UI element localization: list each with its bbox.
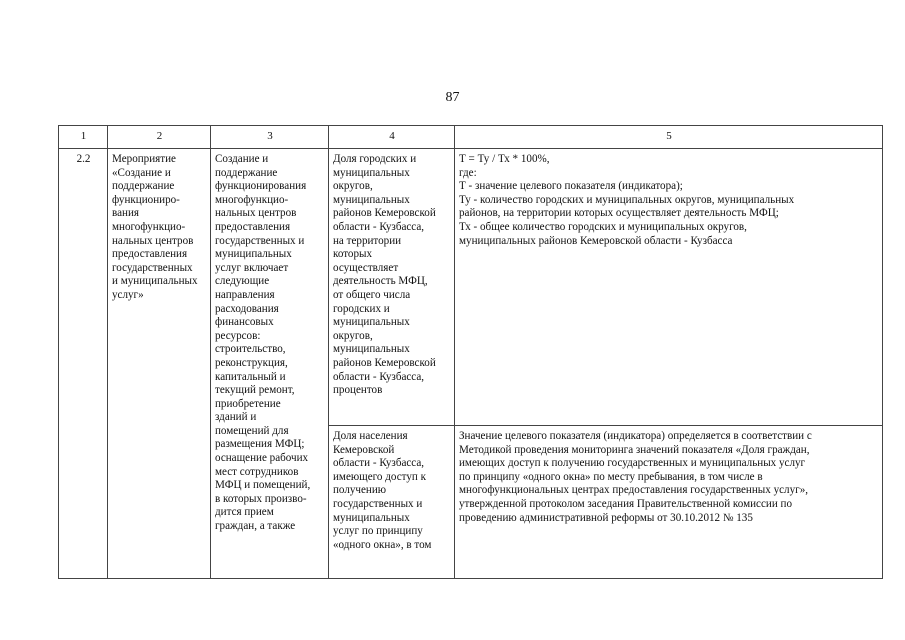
indicator-formula-cell <box>455 149 883 426</box>
text-line: «Создание и <box>112 166 171 179</box>
text-line: функциониро- <box>112 193 180 206</box>
text-line: утвержденной протоколом заседания Правительственной комиссии по <box>459 497 793 510</box>
text-line: имеющего доступ к <box>333 470 426 483</box>
text-line: реконструкция, <box>215 356 288 369</box>
table-row <box>59 149 883 426</box>
text-line: процентов <box>333 384 383 397</box>
text-line: размещения МФЦ; <box>215 438 305 451</box>
text-line: поддержание <box>215 166 278 179</box>
text-line: имеющих доступ к получению государственных и муниципальных услуг <box>459 457 806 470</box>
header-cell-5: 5 <box>455 126 883 149</box>
text-line: Т - значение целевого показателя (индикатора); <box>459 180 683 193</box>
text-line: Т = Ту / Тх * 100%, <box>459 153 550 165</box>
indicator-method-cell <box>455 426 883 579</box>
text-line: Создание и <box>215 153 269 165</box>
text-line: Значение целевого показателя (индикатора) определяется в соответствии с <box>459 430 812 442</box>
text-line: районов, на территории которых осуществляет деятельность МФЦ; <box>459 207 779 220</box>
text-line: области - Кузбасса, <box>333 457 425 470</box>
text-line: нальных центров <box>215 207 297 220</box>
text-line: приобретение <box>215 397 281 410</box>
text-line: районов Кемеровской <box>333 207 436 220</box>
text-line: проведению административной реформы от 30.10.2012 № 135 <box>459 511 753 524</box>
text-line: муниципальных <box>333 343 410 356</box>
text-line: Ту - количество городских и муниципальных округов, муниципальных <box>459 193 795 206</box>
text-line: следующие <box>215 275 270 288</box>
text-line: «одного окна», в том <box>333 538 432 551</box>
text-line: государственных и <box>333 497 423 510</box>
text-line: оснащение рабочих <box>215 452 309 465</box>
page-number: 87 <box>445 90 460 105</box>
text-line: области - Кузбасса, <box>333 220 425 233</box>
indicator-name-cell <box>329 426 455 579</box>
text-line: Доля населения <box>333 430 408 442</box>
text-line: Мероприятие <box>112 153 176 165</box>
text-line: осуществляет <box>333 261 399 274</box>
row-number: 2.2 <box>59 149 108 579</box>
text-line: граждан, а также <box>215 520 296 533</box>
text-line: государственных и <box>215 234 305 247</box>
measure-description-cell <box>211 149 329 579</box>
header-cell-3: 3 <box>211 126 329 149</box>
text-line: которых <box>333 248 373 261</box>
text-line: Доля городских и <box>333 153 417 165</box>
text-line: и муниципальных <box>112 275 198 288</box>
text-line: по принципу «одного окна» по месту пребывания, в том числе в <box>459 470 763 483</box>
text-line: многофункциональных центрах предоставления государственных услуг», <box>459 484 809 497</box>
header-cell-4: 4 <box>329 126 455 149</box>
text-line: на территории <box>333 234 402 247</box>
text-line: услуг по принципу <box>333 525 423 538</box>
text-line: нальных центров <box>112 234 194 247</box>
text-line: муниципальных <box>333 193 410 206</box>
text-line: округов, <box>333 329 373 342</box>
text-line: муниципальных <box>215 248 292 261</box>
text-line: предоставления <box>215 220 291 233</box>
text-line: ресурсов: <box>215 329 261 342</box>
text-line: деятельность МФЦ, <box>333 275 428 288</box>
text-line: зданий и <box>215 411 257 424</box>
text-line: области - Кузбасса, <box>333 370 425 383</box>
text-line: от общего числа <box>333 288 411 301</box>
text-line: государственных <box>112 261 193 274</box>
text-line: функционирования <box>215 180 307 193</box>
text-line: помещений для <box>215 424 289 437</box>
text-line: многофункцио- <box>112 220 186 233</box>
text-line: услуг включает <box>215 261 289 274</box>
text-line: в которых произво- <box>215 492 307 505</box>
text-line: округов, <box>333 180 373 193</box>
text-line: направления <box>215 288 275 301</box>
measure-name-cell <box>108 149 211 579</box>
text-line: услуг» <box>112 288 144 301</box>
text-line: дится прием <box>215 506 274 519</box>
text-line: расходования <box>215 302 279 315</box>
text-line: финансовых <box>215 316 274 329</box>
text-line: строительство, <box>215 343 286 356</box>
text-line: муниципальных <box>333 166 410 179</box>
text-line: муниципальных районов Кемеровской области - Кузбасса <box>459 234 733 247</box>
text-line: предоставления <box>112 248 188 261</box>
text-line: получению <box>333 484 387 497</box>
text-line: поддержание <box>112 180 175 193</box>
header-cell-2: 2 <box>108 126 211 149</box>
text-line: текущий ремонт, <box>215 384 295 397</box>
indicators-table <box>58 125 883 579</box>
text-line: муниципальных <box>333 316 410 329</box>
text-line: мест сотрудников <box>215 465 299 478</box>
text-line: капитальный и <box>215 370 286 383</box>
text-line: где: <box>459 166 477 179</box>
text-line: многофункцио- <box>215 193 289 206</box>
text-line: городских и <box>333 302 390 315</box>
text-line: муниципальных <box>333 511 410 524</box>
text-line: МФЦ и помещений, <box>215 479 311 492</box>
indicator-name-cell <box>329 149 455 426</box>
text-line: Методикой проведения мониторинга значений показателя «Доля граждан, <box>459 443 810 456</box>
text-line: Тх - общее количество городских и муниципальных округов, <box>459 220 747 233</box>
table-header-row <box>59 126 883 149</box>
text-line: вания <box>112 207 139 220</box>
text-line: районов Кемеровской <box>333 356 436 369</box>
text-line: Кемеровской <box>333 443 395 456</box>
header-cell-1: 1 <box>59 126 108 149</box>
